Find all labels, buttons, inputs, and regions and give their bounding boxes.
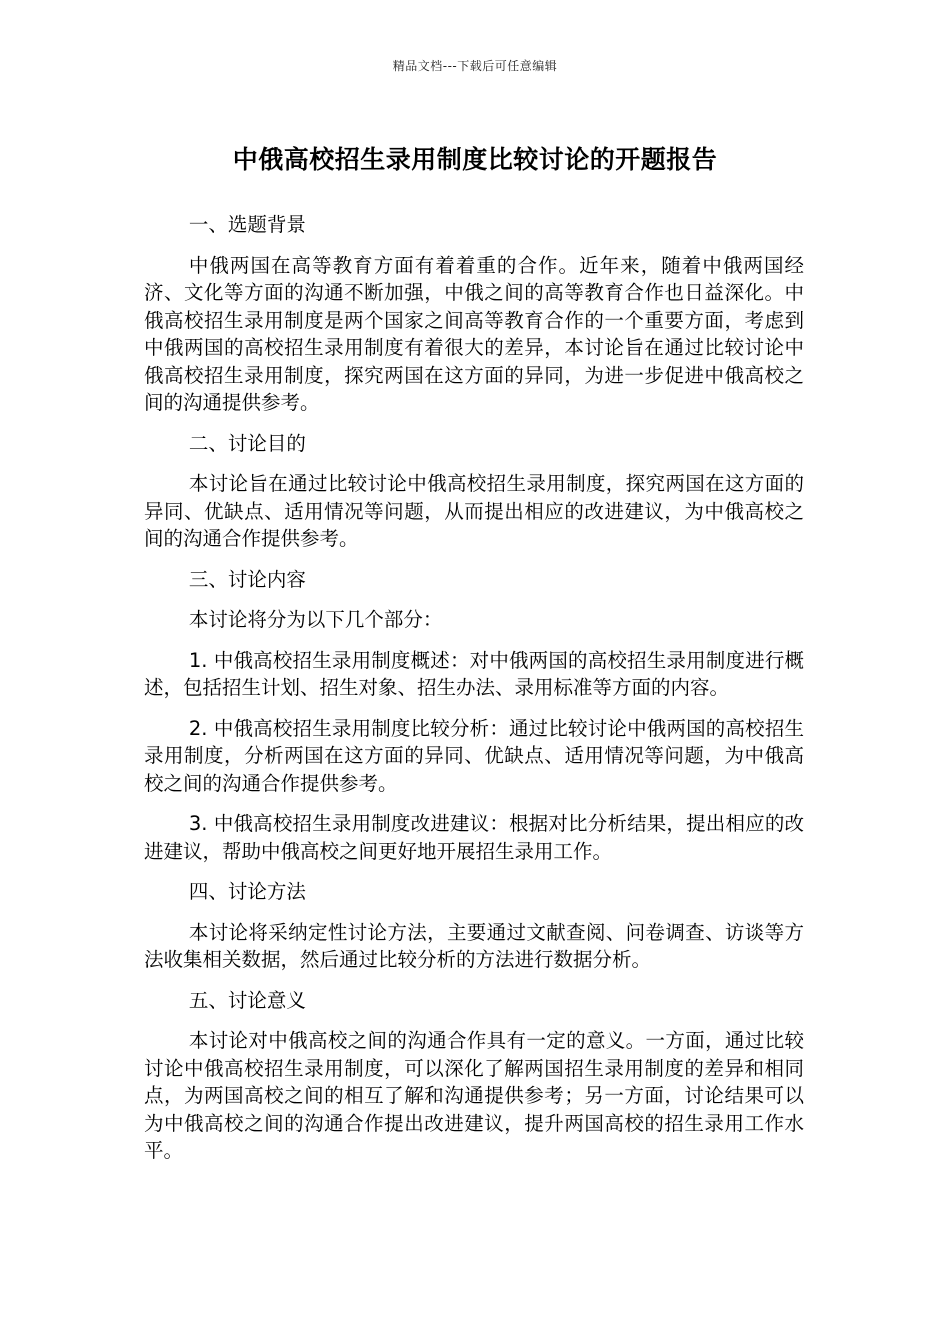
section-heading-content: 三、讨论内容 [188,567,306,591]
section-heading-method: 四、讨论方法 [188,880,306,903]
section-heading-background: 一、选题背景 [188,213,306,236]
paragraph-method: 本讨论将采纳定性讨论方法，主要通过文献查阅、问卷调查、访谈等方法收集相关数据，然后通过比较分析的方法进行数据分析。 [144,920,804,971]
paragraph-significance: 本讨论对中俄高校之间的沟通合作具有一定的意义。一方面，通过比较讨论中俄高校招生录用制度，可以深化了解两国招生录用制度的差异和相同点，为两国高校之间的相互了解和沟通提供参考；另一方面，讨论结果可以为中俄高校之间的沟通合作提出改进建议，提升两国高校的招生录用工作水平。 [144,1029,804,1162]
page-header: 精品文档---下载后可任意编辑 [392,59,558,73]
section-heading-purpose: 二、讨论目的 [188,431,306,455]
document-title: 中俄高校招生录用制度比较讨论的开题报告 [232,145,718,174]
paragraph-purpose: 本讨论旨在通过比较讨论中俄高校招生录用制度，探究两国在这方面的异同、优缺点、适用情况等问题，从而提出相应的改进建议，为中俄高校之间的沟通合作提供参考。 [144,472,804,550]
paragraph-background: 中俄两国在高等教育方面有着着重的合作。近年来，随着中俄两国经济、文化等方面的沟通不断加强，中俄之间的高等教育合作也日益深化。中俄高校招生录用制度是两个国家之间高等教育合作的一个重要方面，考虑到中俄两国的高校招生录用制度有着很大的差异，本讨论旨在通过比较讨论中俄高校招生录用制度，探究两国在这方面的异同，为进一步促进中俄高校之间的沟通提供参考。 [144,253,804,414]
section-heading-significance: 五、讨论意义 [188,988,306,1012]
list-item-suggestions: 3. 中俄高校招生录用制度改进建议：根据对比分析结果，提出相应的改进建议，帮助中俄高校之间更好地开展招生录用工作。 [144,812,804,863]
list-item-comparison: 2. 中俄高校招生录用制度比较分析：通过比较讨论中俄两国的高校招生录用制度，分析两国在这方面的异同、优缺点、适用情况等问题，为中俄高校之间的沟通合作提供参考。 [144,716,804,795]
paragraph-content-intro: 本讨论将分为以下几个部分： [188,608,443,631]
list-item-overview: 1. 中俄高校招生录用制度概述：对中俄两国的高校招生录用制度进行概述，包括招生计划、招生对象、招生办法、录用标准等方面的内容。 [144,648,804,699]
document-body [144,211,804,1178]
